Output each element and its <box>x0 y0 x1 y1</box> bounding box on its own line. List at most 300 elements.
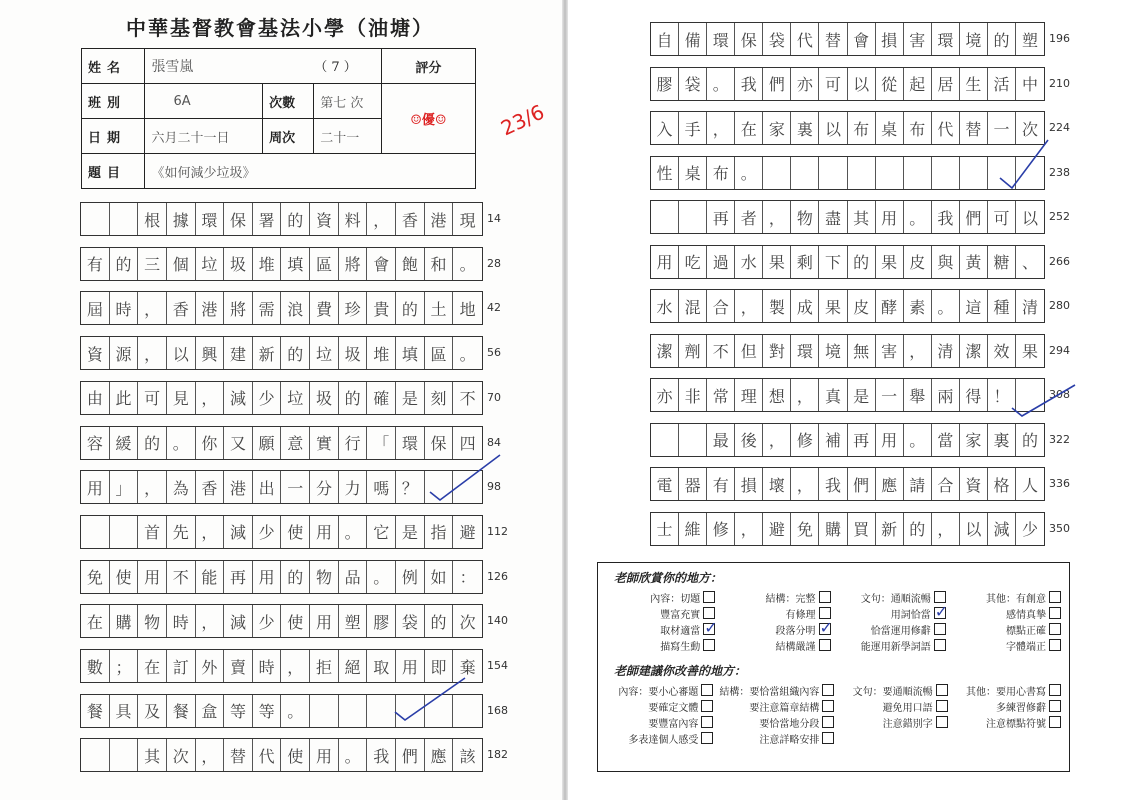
checklist-label: 避免用口語 <box>882 702 933 714</box>
grid-cell: 常 <box>707 379 735 411</box>
grid-cell: ， <box>367 203 396 235</box>
grid-cell: 會 <box>367 248 396 280</box>
grid-cell: 的 <box>281 337 310 369</box>
grid-cell: 環 <box>791 335 819 367</box>
grid-cell: 該 <box>459 746 476 766</box>
grid-cell: 資 <box>310 203 339 235</box>
checkbox[interactable] <box>1049 684 1061 696</box>
grid-cell: 袋 <box>763 23 791 55</box>
grid-cell: 桌 <box>679 157 707 189</box>
grid-cell: 我 <box>735 68 763 100</box>
checkbox[interactable] <box>701 716 713 728</box>
grid-cell: 素 <box>904 290 932 322</box>
grid-cell: 袋 <box>396 605 425 637</box>
class-label: 班別 <box>82 84 145 119</box>
checkbox[interactable] <box>934 623 946 635</box>
grid-cell: ， <box>904 335 932 367</box>
grid-cell: 物 <box>310 561 339 593</box>
grid-cell: 免 <box>81 561 110 593</box>
grid-cell: 潔 <box>960 335 988 367</box>
checklist-label: 內容：要小心審題 <box>618 686 699 698</box>
tick-mark-icon <box>1000 140 1048 188</box>
grid-cell: 品 <box>339 561 368 593</box>
character-count: 28 <box>487 256 501 270</box>
grid-cell: 們 <box>763 68 791 100</box>
checklist-label: 注意詳略安排 <box>759 734 820 746</box>
grid-cell: 外 <box>196 650 225 682</box>
grid-cell: 圾 <box>339 337 368 369</box>
checkbox[interactable] <box>703 639 715 651</box>
grid-cell: 以 <box>819 112 847 144</box>
grid-cell: 分 <box>310 471 339 503</box>
grid-cell: 它 <box>367 516 396 548</box>
grid-cell: 根 <box>138 203 167 235</box>
checklist-item <box>954 683 1061 697</box>
grid-cell: 少 <box>253 605 282 637</box>
grid-cell: 垃 <box>196 248 225 280</box>
grid-cell: 從 <box>876 68 904 100</box>
checklist-item <box>837 590 946 604</box>
grid-cell: 修 <box>707 513 735 545</box>
grid-cell: 用 <box>138 561 167 593</box>
checkbox[interactable] <box>934 607 946 619</box>
grid-cell: 想 <box>763 379 791 411</box>
grid-cell: 。 <box>904 201 932 233</box>
grid-cell: 家 <box>763 112 791 144</box>
grid-cell: 的 <box>138 427 167 459</box>
grid-cell: 者 <box>735 201 763 233</box>
grid-cell: ， <box>138 337 167 369</box>
checklist-label: 段落分明 <box>775 625 816 637</box>
grid-cell: 再 <box>707 201 735 233</box>
grid-cell: 清 <box>932 335 960 367</box>
grid-cell: 對 <box>763 335 791 367</box>
grid-cell: 損 <box>735 468 763 500</box>
checkbox[interactable] <box>1049 607 1061 619</box>
grid-cell: ： <box>459 568 476 588</box>
checklist-label: 內容：切題 <box>650 593 701 605</box>
checkbox[interactable] <box>819 623 831 635</box>
grid-cell: 貴 <box>367 292 396 324</box>
grid-cell: 免 <box>791 513 819 545</box>
checklist-item <box>952 638 1061 652</box>
grid-cell: 刻 <box>425 382 454 414</box>
checklist-label: 結構嚴謹 <box>775 641 816 653</box>
grid-cell: 確 <box>367 382 396 414</box>
grid-cell: 現 <box>459 210 476 230</box>
grid-cell: 舉 <box>904 379 932 411</box>
character-count: 70 <box>487 390 501 404</box>
grid-cell: 購 <box>819 513 847 545</box>
grid-cell: 香 <box>196 471 225 503</box>
grid-cell: 裏 <box>988 424 1016 456</box>
grid-cell: 時 <box>110 292 139 324</box>
grid-cell: 和 <box>425 248 454 280</box>
grid-cell: 的 <box>988 23 1016 55</box>
count-label: 次數 <box>263 84 314 119</box>
grid-cell: 使 <box>110 561 139 593</box>
grid-cell: 不 <box>167 561 196 593</box>
checkbox[interactable] <box>822 684 834 696</box>
grid-cell: 香 <box>167 292 196 324</box>
grid-cell: 垃 <box>281 382 310 414</box>
checklist-item <box>840 731 947 745</box>
checklist-item <box>721 590 830 604</box>
checklist-label: 豐富充實 <box>660 609 701 621</box>
character-count: 252 <box>1049 210 1070 223</box>
checkbox[interactable] <box>701 684 713 696</box>
grid-cell: 成 <box>791 290 819 322</box>
grid-cell: 土 <box>425 292 454 324</box>
grid-cell: 的 <box>281 561 310 593</box>
name-value: 張雪嵐 <box>151 59 194 75</box>
tick-mark-icon <box>395 678 465 720</box>
grid-cell: 減 <box>224 516 253 548</box>
checklist-item <box>606 590 715 604</box>
grid-cell: 中 <box>1022 75 1039 94</box>
grid-cell: 是 <box>848 379 876 411</box>
grid-cell: 具 <box>110 695 139 727</box>
grid-cell: 少 <box>253 516 282 548</box>
checklist-label: 能運用新學詞語 <box>860 641 931 653</box>
grid-cell: 用 <box>876 424 904 456</box>
grid-cell: 屆 <box>81 292 110 324</box>
grid-cell: 餐 <box>81 695 110 727</box>
grid-cell: 少 <box>253 382 282 414</box>
grid-cell: 此 <box>110 382 139 414</box>
grid-cell: 們 <box>396 739 425 771</box>
grid-cell: 其 <box>138 739 167 771</box>
grid-cell: 水 <box>735 246 763 278</box>
grid-cell: 、 <box>1022 253 1039 272</box>
grid-cell: 替 <box>224 739 253 771</box>
grid-cell: 建 <box>224 337 253 369</box>
grid-cell: 清 <box>1022 297 1039 317</box>
grid-cell: 有 <box>81 248 110 280</box>
grid-cell: 次 <box>167 739 196 771</box>
character-count: 322 <box>1049 432 1070 446</box>
grid-cell: 果 <box>1022 342 1039 361</box>
grid-cell: 源 <box>110 337 139 369</box>
character-count: 196 <box>1049 32 1070 45</box>
grid-cell: 興 <box>196 337 225 369</box>
school-title: 中華基督教會基法小學（油塘） <box>126 16 434 40</box>
grid-cell: 時 <box>253 650 282 682</box>
grid-cell: 製 <box>763 290 791 322</box>
grid-cell: 。 <box>339 516 368 548</box>
grid-cell: 亦 <box>791 68 819 100</box>
grid-cell: ， <box>196 739 225 771</box>
checklist-item <box>840 715 947 729</box>
grid-cell: ； <box>110 650 139 682</box>
grid-cell: 及 <box>138 695 167 727</box>
grid-cell: 皮 <box>848 290 876 322</box>
grid-cell: 生 <box>960 68 988 100</box>
grid-cell: 過 <box>707 246 735 278</box>
checkbox[interactable] <box>936 716 948 728</box>
grid-cell: 備 <box>679 23 707 55</box>
topic-value: 《如何減少垃圾》 <box>145 154 476 189</box>
grid-cell: 個 <box>167 248 196 280</box>
grid-cell: 塑 <box>1022 30 1039 50</box>
checklist-item <box>840 699 947 713</box>
grid-cell: 當 <box>932 424 960 456</box>
checkbox[interactable] <box>1049 623 1061 635</box>
grid-cell: ？ <box>396 471 425 503</box>
grid-cell: 圾 <box>224 248 253 280</box>
grid-cell: 再 <box>224 561 253 593</box>
class-value: 6A <box>145 84 263 119</box>
checklist-item <box>719 699 834 713</box>
checkbox[interactable] <box>819 639 831 651</box>
grid-cell: 居 <box>932 68 960 100</box>
checklist-item <box>952 622 1061 636</box>
grid-cell: ， <box>735 513 763 545</box>
grid-cell: 取 <box>367 650 396 682</box>
checkbox[interactable] <box>1049 639 1061 651</box>
grid-cell: 盒 <box>196 695 225 727</box>
grid-cell: 次 <box>459 612 476 632</box>
checkbox[interactable] <box>822 700 834 712</box>
checkbox[interactable] <box>819 591 831 603</box>
grid-cell: 替 <box>819 23 847 55</box>
grid-cell: 境 <box>819 335 847 367</box>
grid-cell: 能 <box>196 561 225 593</box>
grid-cell: 將 <box>339 248 368 280</box>
checklist-item <box>954 731 1061 745</box>
appreciate-checklist <box>606 590 1061 652</box>
grid-cell: 。 <box>459 344 476 364</box>
grid-cell: 新 <box>253 337 282 369</box>
grid-cell: 的 <box>396 292 425 324</box>
grid-cell: 少 <box>1022 520 1039 539</box>
grid-cell: 手 <box>679 112 707 144</box>
checkbox[interactable] <box>934 639 946 651</box>
checklist-label: 其他：有創意 <box>986 593 1046 605</box>
grid-cell: ， <box>196 605 225 637</box>
character-count: 98 <box>487 480 501 494</box>
grid-cell: 布 <box>904 112 932 144</box>
grid-cell: 糖 <box>988 246 1016 278</box>
grid-cell: 用 <box>651 246 679 278</box>
grid-cell: 的 <box>110 248 139 280</box>
grid-cell: 費 <box>310 292 339 324</box>
character-count: 168 <box>487 703 508 717</box>
grid-cell: 飽 <box>396 248 425 280</box>
checkbox[interactable] <box>703 591 715 603</box>
grid-cell: ， <box>707 112 735 144</box>
grid-cell: 壞 <box>763 468 791 500</box>
grid-cell: 一 <box>876 379 904 411</box>
grid-cell: 效 <box>988 335 1016 367</box>
grid-cell: 的 <box>904 513 932 545</box>
grid-cell: 保 <box>425 427 454 459</box>
grid-cell: 訂 <box>167 650 196 682</box>
grid-cell: 吃 <box>679 246 707 278</box>
grid-cell: ， <box>281 650 310 682</box>
grid-cell: 補 <box>819 424 847 456</box>
grid-cell: 用 <box>253 561 282 593</box>
grid-cell: ， <box>791 468 819 500</box>
grid-cell: 們 <box>848 468 876 500</box>
grid-cell: 環 <box>932 23 960 55</box>
grid-cell: ！ <box>988 379 1016 411</box>
grid-cell: 害 <box>876 335 904 367</box>
character-count: 280 <box>1049 299 1070 312</box>
date-value: 六月二十一日 <box>145 119 263 154</box>
grid-cell: 修 <box>791 424 819 456</box>
character-count: 238 <box>1049 165 1070 179</box>
grid-cell: 出 <box>253 471 282 503</box>
grid-cell: 黃 <box>960 246 988 278</box>
checklist-item <box>606 606 715 620</box>
checklist-label: 多表達個人感受 <box>628 734 699 746</box>
grid-cell: 行 <box>339 427 368 459</box>
checklist-item <box>606 638 715 652</box>
grid-cell: ， <box>763 424 791 456</box>
grid-cell: 的 <box>281 203 310 235</box>
grid-cell: 使 <box>281 605 310 637</box>
grid-cell: 理 <box>735 379 763 411</box>
checklist-label: 要確定文體 <box>648 702 699 714</box>
grid-cell: 剩 <box>791 246 819 278</box>
grid-cell: 性 <box>651 157 679 189</box>
grid-cell: 如 <box>425 561 454 593</box>
grid-cell: 用 <box>396 650 425 682</box>
grid-cell: 無 <box>848 335 876 367</box>
grid-cell: 買 <box>848 513 876 545</box>
grid-cell: 。 <box>932 290 960 322</box>
grid-cell: 再 <box>848 424 876 456</box>
checkbox[interactable] <box>701 732 713 744</box>
checkbox[interactable] <box>936 700 948 712</box>
grid-cell: 替 <box>960 112 988 144</box>
checklist-item <box>721 622 830 636</box>
improve-checklist <box>606 683 1061 745</box>
grid-cell: 。 <box>459 255 476 275</box>
grid-cell: 力 <box>339 471 368 503</box>
grid-cell: 等 <box>224 695 253 727</box>
grid-cell: 這 <box>960 290 988 322</box>
grid-cell: 容 <box>81 427 110 459</box>
grid-cell: 將 <box>224 292 253 324</box>
grid-cell: 在 <box>735 112 763 144</box>
teacher-date-note: 23/6 <box>497 99 548 141</box>
grid-cell: 水 <box>651 290 679 322</box>
grid-cell: 物 <box>138 605 167 637</box>
score-label: 評分 <box>381 49 475 84</box>
grid-cell: 資 <box>81 337 110 369</box>
grid-cell: 桌 <box>876 112 904 144</box>
checklist-label: 用詞恰當 <box>890 609 931 621</box>
grid-cell: 以 <box>167 337 196 369</box>
grid-cell: 是 <box>396 516 425 548</box>
checklist-label: 注意錯別字 <box>882 718 933 730</box>
grid-cell: 港 <box>224 471 253 503</box>
grid-cell: 家 <box>960 424 988 456</box>
checkbox[interactable] <box>1049 700 1061 712</box>
checklist-item <box>837 638 946 652</box>
date-label: 日期 <box>82 119 145 154</box>
checkbox[interactable] <box>701 700 713 712</box>
grid-cell: 減 <box>224 382 253 414</box>
checklist-label: 文句：要通順流暢 <box>852 686 933 698</box>
grid-cell: 棄 <box>459 657 476 677</box>
grid-cell: 布 <box>707 157 735 189</box>
grid-cell: 在 <box>138 650 167 682</box>
grid-cell: 保 <box>224 203 253 235</box>
checkbox[interactable] <box>822 732 834 744</box>
checklist-item <box>837 606 946 620</box>
grid-cell: 數 <box>81 650 110 682</box>
grid-cell: 次 <box>1022 119 1039 139</box>
grid-cell: 避 <box>763 513 791 545</box>
grid-cell: 例 <box>396 561 425 593</box>
grid-cell: 布 <box>848 112 876 144</box>
checklist-label: 要恰當地分段 <box>759 718 820 730</box>
grid-cell: 以 <box>960 513 988 545</box>
grid-cell: 為 <box>167 471 196 503</box>
grid-cell: 願 <box>253 427 282 459</box>
grid-cell: 環 <box>396 427 425 459</box>
grid-cell: ， <box>791 379 819 411</box>
grid-cell: 區 <box>310 248 339 280</box>
checkbox[interactable] <box>1049 716 1061 728</box>
checklist-item <box>719 731 834 745</box>
grid-cell: 先 <box>167 516 196 548</box>
grid-cell: 應 <box>425 739 454 771</box>
tick-mark-icon <box>1012 385 1075 416</box>
grid-cell: 不 <box>459 389 476 409</box>
character-count: 84 <box>487 435 501 449</box>
grid-cell: 可 <box>988 201 1016 233</box>
grid-cell: 又 <box>224 427 253 459</box>
checklist-item <box>952 606 1061 620</box>
grid-cell: 裏 <box>791 112 819 144</box>
checkbox[interactable] <box>703 623 715 635</box>
checkbox[interactable] <box>1049 591 1061 603</box>
grid-cell: 減 <box>988 513 1016 545</box>
grid-cell: ， <box>735 290 763 322</box>
grid-cell: 圾 <box>310 382 339 414</box>
grid-cell: 地 <box>459 299 476 319</box>
checklist-item <box>837 622 946 636</box>
grid-cell: 劑 <box>679 335 707 367</box>
grid-cell: 填 <box>281 248 310 280</box>
checklist-label: 注意標點符號 <box>986 718 1046 730</box>
grid-cell: 見 <box>167 382 196 414</box>
character-count: 14 <box>487 212 501 225</box>
grid-cell: 得 <box>960 379 988 411</box>
grid-cell: 盡 <box>819 201 847 233</box>
grid-cell: 由 <box>81 382 110 414</box>
grid-cell: 垃 <box>310 337 339 369</box>
character-count: 56 <box>487 346 501 360</box>
grid-cell: 緩 <box>110 427 139 459</box>
checkbox[interactable] <box>822 716 834 728</box>
grid-cell: 格 <box>988 468 1016 500</box>
grid-cell: 塑 <box>339 605 368 637</box>
checkbox[interactable] <box>936 684 948 696</box>
checklist-label: 結構：要恰當組織內容 <box>719 686 820 698</box>
character-count: 126 <box>487 569 508 583</box>
grid-cell: 環 <box>707 23 735 55</box>
checklist-item <box>606 715 713 729</box>
grid-cell: 潔 <box>651 335 679 367</box>
character-count: 112 <box>487 524 508 538</box>
character-count: 294 <box>1049 343 1070 357</box>
grid-cell: 器 <box>679 468 707 500</box>
